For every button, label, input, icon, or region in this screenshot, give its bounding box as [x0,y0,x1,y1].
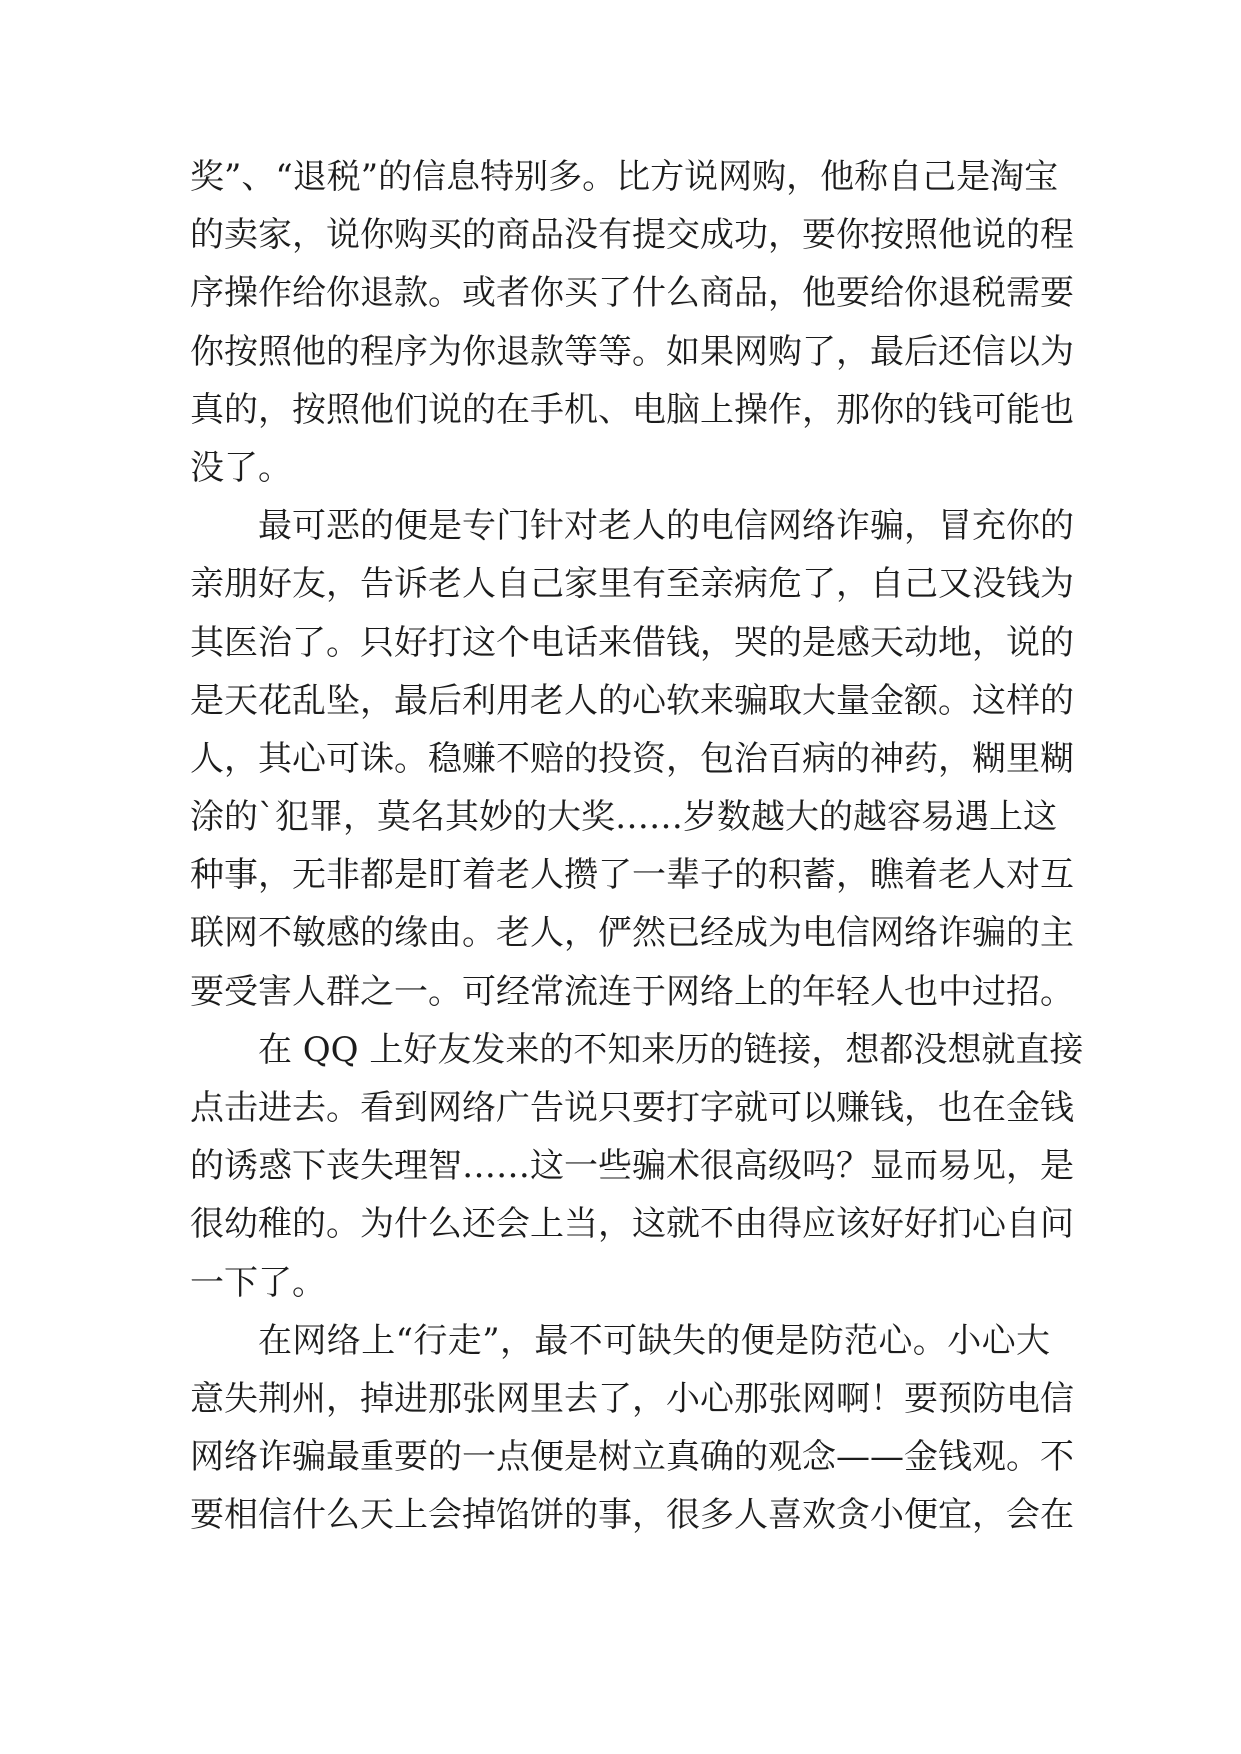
text-line: 一下了。 [190,1262,326,1303]
paragraph [190,1312,1074,1545]
text-line: 在 QQ 上好友发来的不知来历的链接，想都没想就直接 [258,1029,1084,1070]
paragraph [190,1021,1084,1312]
text-line: 涂的`犯罪，莫名其妙的大奖……岁数越大的越容易遇上这 [190,797,1057,838]
text-line: 要相信什么天上会掉馅饼的事，很多人喜欢贪小便宜，会在 [190,1495,1074,1536]
text-line: 亲朋好友，告诉老人自己家里有至亲病危了，自己又没钱为 [190,564,1074,605]
text-line: 你按照他的程序为你退款等等。如果网购了，最后还信以为 [190,331,1074,372]
text-line: 要受害人群之一。可经常流连于网络上的年轻人也中过招。 [190,971,1074,1012]
paragraph [190,497,1074,1021]
text-line: 最可恶的便是专门针对老人的电信网络诈骗，冒充你的 [258,506,1074,547]
text-line: 点击进去。看到网络广告说只要打字就可以赚钱，也在金钱 [190,1088,1074,1128]
text-line: 的诱惑下丧失理智……这一些骗术很高级吗？显而易见，是 [190,1146,1074,1187]
text-line: 意失荆州，掉进那张网里去了，小心那张网啊！要预防电信 [190,1378,1074,1419]
document-body [190,148,1084,1545]
text-line: 种事，无非都是盯着老人攒了一辈子的积蓄，瞧着老人对互 [190,855,1074,896]
text-line: 的卖家，说你购买的商品没有提交成功，要你按照他说的程 [190,215,1074,256]
text-line: 奖”、“退税”的信息特别多。比方说网购，他称自己是淘宝 [190,157,1059,197]
text-line: 联网不敏感的缘由。老人，俨然已经成为电信网络诈骗的主 [190,913,1074,954]
text-line: 很幼稚的。为什么还会上当，这就不由得应该好好扪心自问 [190,1204,1074,1245]
text-line: 在网络上“行走”，最不可缺失的便是防范心。小心大 [258,1320,1050,1361]
text-line: 序操作给你退款。或者你买了什么商品，他要给你退税需要 [190,273,1074,314]
text-line: 是天花乱坠，最后利用老人的心软来骗取大量金额。这样的 [190,680,1074,721]
text-line: 人，其心可诛。稳赚不赔的投资，包治百病的神药，糊里糊 [190,738,1074,779]
paragraph [190,148,1074,497]
text-line: 其医治了。只好打这个电话来借钱，哭的是感天动地，说的 [190,622,1074,663]
text-line: 真的，按照他们说的在手机、电脑上操作，那你的钱可能也 [190,389,1074,430]
text-line: 没了。 [190,447,292,488]
text-line: 网络诈骗最重要的一点便是树立真确的观念——金钱观。不 [190,1437,1074,1478]
